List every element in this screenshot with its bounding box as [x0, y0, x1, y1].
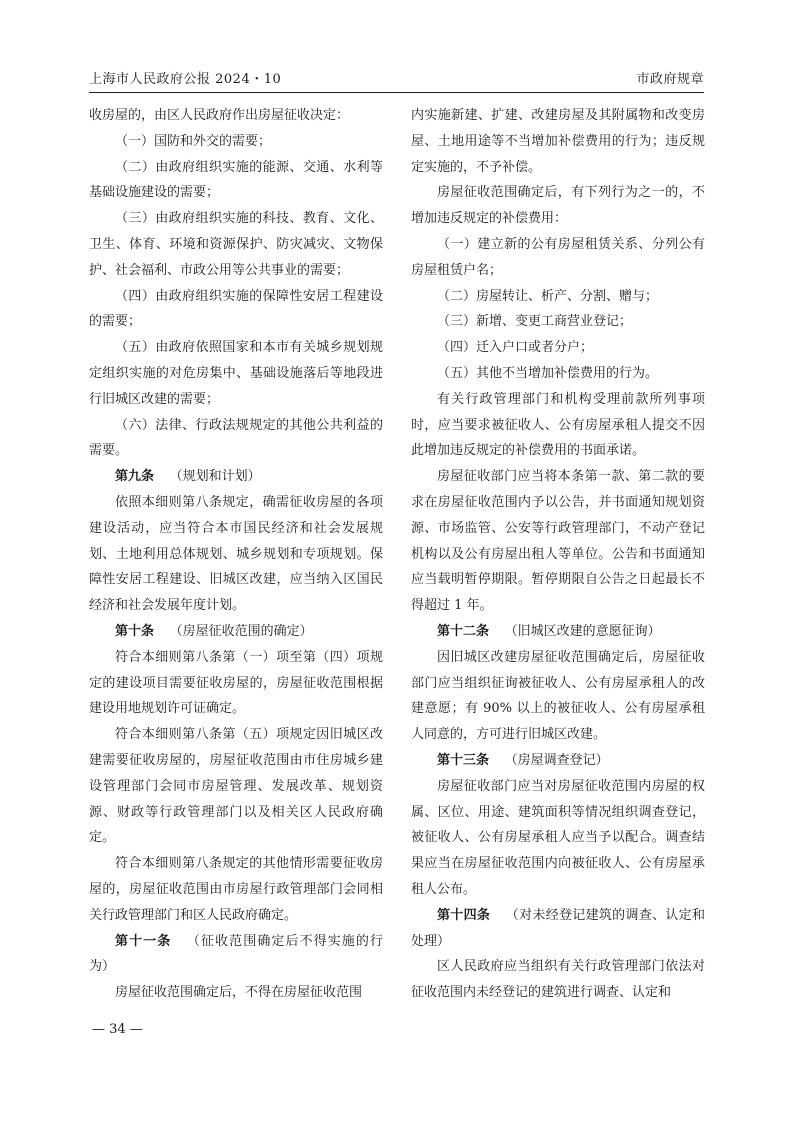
paragraph: 收房屋的，由区人民政府作出房屋征收决定：	[89, 108, 350, 123]
paragraph: 符合本细则第八条第（一）项至第（四）项规定的建设项目需要征收房屋的，房屋征收范围根据建设用地规划许可证确定。	[89, 649, 383, 717]
left-column	[89, 103, 383, 1006]
article-title: （房屋征收范围的确定）	[169, 623, 313, 639]
paragraph: （六）法律、行政法规规定的其他公共利益的需要。	[89, 417, 383, 459]
paragraph: 房屋征收部门应当对房屋征收范围内房屋的权属、区位、用途、建筑面积等情况组织调查登记，被征收人、公有房屋承租人应当予以配合。调查结果应当在房屋征收范围内向被征收人、公有房屋承租人公布。	[411, 778, 705, 897]
paragraph: 有关行政管理部门和机构受理前款所列事项时，应当要求被征收人、公有房屋承租人提交不因此增加违反规定的补偿费用的书面承诺。	[411, 391, 705, 459]
article-title: （对未经登记建筑的调查、认定和处理）	[411, 907, 705, 949]
paragraph: （二）房屋转让、析产、分割、赠与；	[437, 288, 659, 304]
article-number: 第九条	[115, 469, 155, 485]
article-heading	[89, 464, 383, 490]
paragraph: 房屋征收范围确定后，不得在房屋征收范围	[115, 985, 363, 1001]
article-title: （征收范围确定后不得实施的行为）	[89, 933, 383, 975]
section-label: 市政府规章	[636, 72, 704, 87]
page-number: — 34 —	[92, 1022, 143, 1037]
paragraph: 符合本细则第八条第（五）项规定因旧城区改建需要征收房屋的，房屋征收范围由市住房城乡建设管理部门会同市房屋管理、发展改革、规划资源、财政等行政管理部门以及相关区人民政府确定。	[89, 727, 383, 846]
paragraph: （四）迁入户口或者分户；	[437, 340, 594, 356]
paragraph: 内实施新建、扩建、改建房屋及其附属物和改变房屋、土地用途等不当增加补偿费用的行为；违反规定实施的，不予补偿。	[411, 108, 705, 175]
article-heading	[89, 619, 383, 645]
article-title: （旧城区改建的意愿征询）	[504, 623, 661, 639]
article-number: 第十三条	[437, 752, 490, 768]
paragraph: （五）由政府依照国家和本市有关城乡规划规定组织实施的对危房集中、基础设施落后等地段进行旧城区改建的需要；	[89, 340, 383, 407]
article-title: （规划和计划）	[169, 469, 261, 485]
paragraph: 依照本细则第八条规定，确需征收房屋的各项建设活动，应当符合本市国民经济和社会发展规划、土地利用总体规划、城乡规划和专项规划。保障性安居工程建设、旧城区改建，应当纳入区国民经济和社会发展年度计划。	[89, 494, 383, 614]
paragraph: （一）国防和外交的需要；	[115, 133, 272, 149]
paragraph: （二）由政府组织实施的能源、交通、水利等基础设施建设的需要；	[89, 159, 383, 201]
article-number: 第十二条	[437, 623, 490, 639]
paragraph: 符合本细则第八条规定的其他情形需要征收房屋的，房屋征收范围由市房屋行政管理部门会同相关行政管理部门和区人民政府确定。	[89, 856, 383, 923]
article-heading	[411, 903, 705, 955]
paragraph: （五）其他不当增加补偿费用的行为。	[437, 365, 659, 381]
paragraph: 房屋征收范围确定后，有下列行为之一的，不增加违反规定的补偿费用：	[411, 185, 705, 227]
article-heading	[411, 748, 705, 774]
right-column	[411, 103, 705, 1006]
article-number: 第十四条	[437, 907, 491, 923]
paragraph: 因旧城区改建房屋征收范围确定后，房屋征收部门应当组织征询被征收人、公有房屋承租人的改建意愿；有 90% 以上的被征收人、公有房屋承租人同意的，方可进行旧城区改建。	[411, 649, 705, 743]
paragraph: （三）由政府组织实施的科技、教育、文化、卫生、体育、环境和资源保护、防灾减灾、文物保护、社会福利、市政公用等公共事业的需要；	[89, 211, 383, 278]
paragraph: （一）建立新的公有房屋租赁关系、分列公有房屋租赁户名；	[411, 236, 705, 278]
paragraph: （四）由政府组织实施的保障性安居工程建设的需要；	[89, 288, 383, 330]
paragraph: 区人民政府应当组织有关行政管理部门依法对征收范围内未经登记的建筑进行调查、认定和	[411, 959, 705, 1001]
publication-title: 上海市人民政府公报 2024・10	[89, 72, 282, 87]
paragraph: 房屋征收部门应当将本条第一款、第二款的要求在房屋征收范围内予以公告，并书面通知规划资源、市场监管、公安等行政管理部门，不动产登记机构以及公有房屋出租人等单位。公告和书面通知应当载明暂停期限。暂停期限自公告之日起最长不得超过 1 年。	[411, 469, 705, 614]
article-heading	[89, 929, 383, 981]
article-heading	[411, 619, 705, 645]
paragraph: （三）新增、变更工商营业登记；	[437, 314, 633, 330]
page-header	[89, 64, 704, 90]
article-number: 第十一条	[115, 933, 172, 949]
article-number: 第十条	[115, 623, 155, 639]
header-rule	[89, 92, 704, 93]
article-title: （房屋调查登记）	[504, 752, 609, 768]
